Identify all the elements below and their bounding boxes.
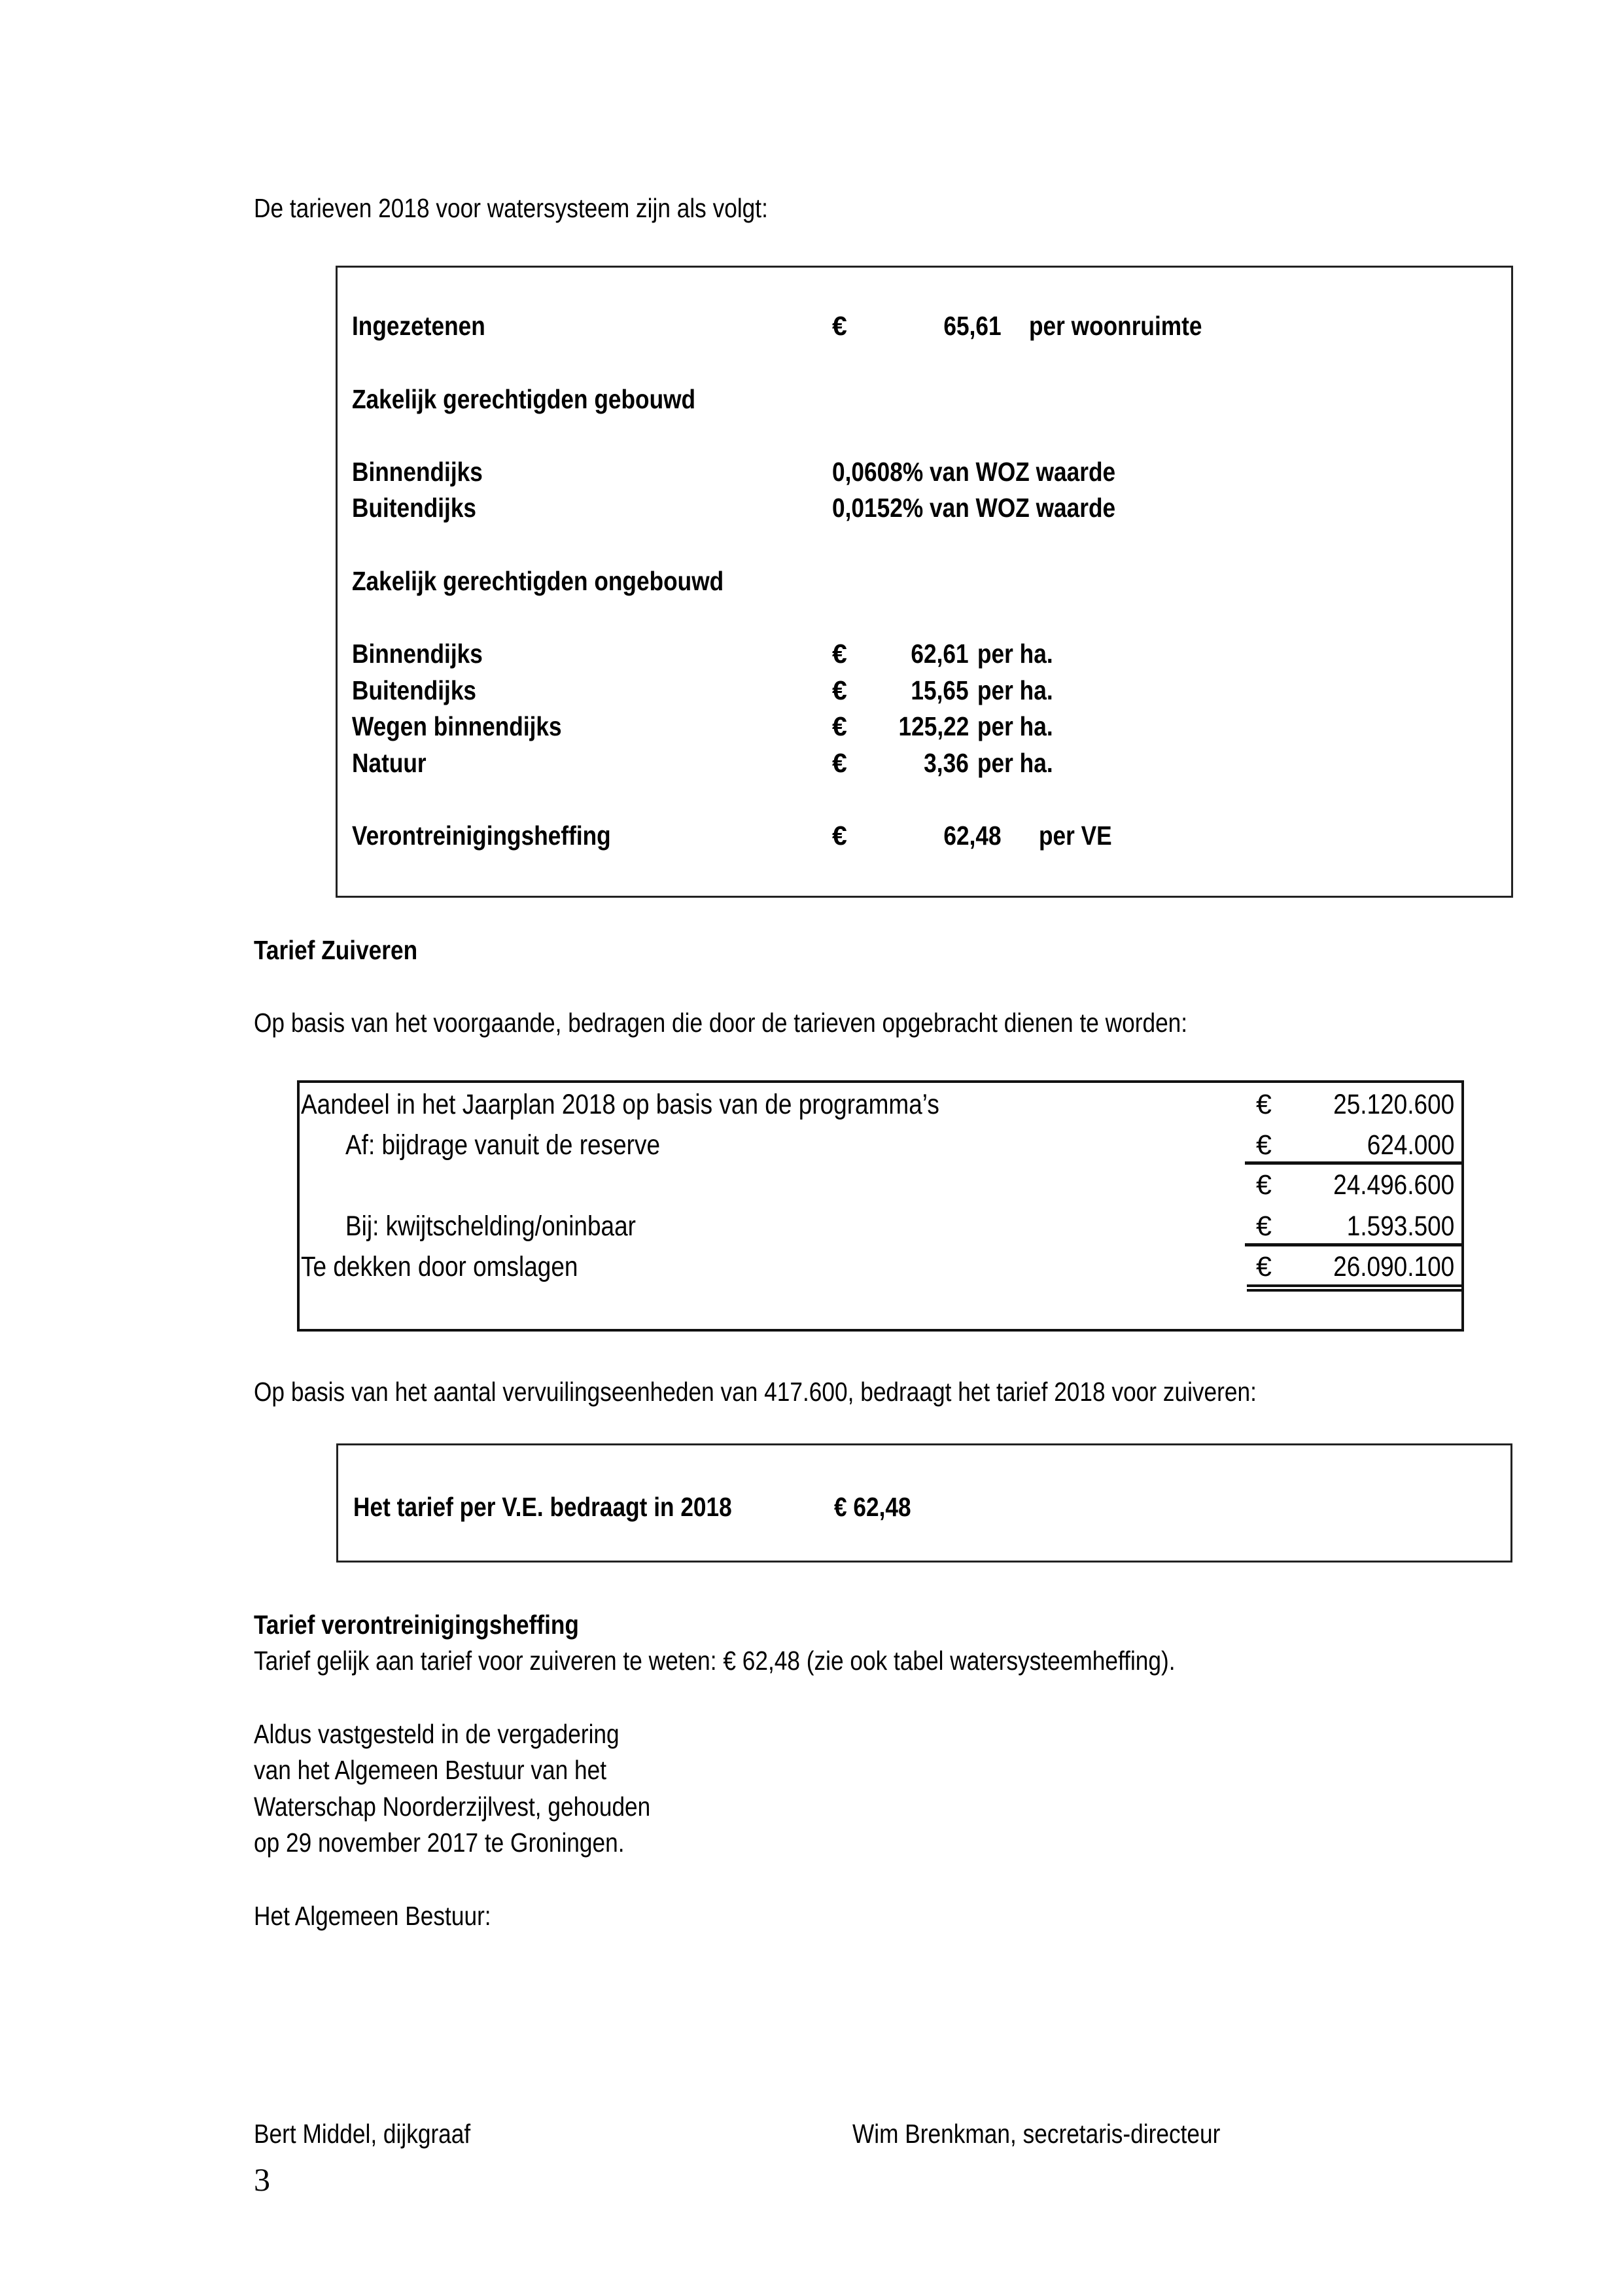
- verontreiniging-label: Verontreinigingsheffing: [352, 821, 611, 851]
- ongebouwd-natuur-label: Natuur: [352, 748, 427, 778]
- table-row-currency: €: [1256, 1251, 1272, 1282]
- table-row-amount: 24.496.600: [1333, 1169, 1454, 1201]
- table-row-label: Af: bijdrage vanuit de reserve: [345, 1129, 661, 1161]
- ingezetenen-unit: per woonruimte: [1029, 311, 1202, 341]
- gebouwd-binnendijks-label: Binnendijks: [352, 457, 483, 487]
- ingezetenen-amount: 65,61: [943, 311, 1002, 341]
- table-row-amount: 25.120.600: [1333, 1089, 1454, 1120]
- verontreiniging-amount: 62,48: [943, 821, 1002, 851]
- closing-line: Waterschap Noorderzijlvest, gehouden: [254, 1792, 651, 1822]
- ongebouwd-binnendijks-currency: €: [832, 639, 847, 669]
- closing-line: van het Algemeen Bestuur van het: [254, 1755, 607, 1785]
- ingezetenen-label: Ingezetenen: [352, 311, 485, 341]
- tarief-per-ve-value: € 62,48: [834, 1492, 911, 1522]
- verontreiniging-currency: €: [832, 821, 847, 851]
- ongebouwd-buitendijks-unit: per ha.: [977, 675, 1053, 705]
- table-row-amount: 1.593.500: [1346, 1210, 1454, 1242]
- gebouwd-heading: Zakelijk gerechtigden gebouwd: [352, 384, 696, 414]
- subtotal-rule: [1245, 1243, 1463, 1246]
- ongebouwd-heading: Zakelijk gerechtigden ongebouwd: [352, 566, 724, 596]
- ongebouwd-wegen-label: Wegen binnendijks: [352, 711, 562, 741]
- gebouwd-buitendijks-value: 0,0152% van WOZ waarde: [832, 493, 1116, 523]
- page-number: 3: [254, 2161, 270, 2198]
- verontreiniging-text: Tarief gelijk aan tarief voor zuiveren te weten: € 62,48 (zie ook tabel watersysteemheffing).: [254, 1646, 1176, 1676]
- signature-dijkgraaf: Bert Middel, dijkgraaf: [254, 2119, 471, 2149]
- table-row-label: Bij: kwijtschelding/oninbaar: [345, 1210, 637, 1242]
- table-row-amount: 624.000: [1367, 1129, 1454, 1161]
- zuiveren-heading: Tarief Zuiveren: [254, 935, 418, 965]
- ongebouwd-buitendijks-label: Buitendijks: [352, 675, 477, 705]
- ongebouwd-natuur-unit: per ha.: [977, 748, 1053, 778]
- ongebouwd-natuur-currency: €: [832, 748, 847, 778]
- verontreiniging-unit: per VE: [1039, 821, 1112, 851]
- table-row-currency: €: [1256, 1210, 1272, 1242]
- table-row-label: Aandeel in het Jaarplan 2018 op basis van de programma’s: [301, 1089, 939, 1120]
- intro-text: De tarieven 2018 voor watersysteem zijn als volgt:: [254, 193, 768, 223]
- subtotal-rule: [1245, 1161, 1463, 1165]
- gebouwd-binnendijks-value: 0,0608% van WOZ waarde: [832, 457, 1116, 487]
- ingezetenen-currency: €: [832, 311, 847, 341]
- ongebouwd-binnendijks-amount: 62,61: [911, 639, 969, 669]
- bestuur-label: Het Algemeen Bestuur:: [254, 1901, 491, 1931]
- table-row-currency: €: [1256, 1129, 1272, 1161]
- zuiveren-basis-text: Op basis van het aantal vervuilingseenheden van 417.600, bedraagt het tarief 2018 voor zuiveren:: [254, 1377, 1257, 1407]
- table-row-currency: €: [1256, 1169, 1272, 1201]
- ongebouwd-natuur-amount: 3,36: [924, 748, 969, 778]
- zuiveren-intro: Op basis van het voorgaande, bedragen die door de tarieven opgebracht dienen te worden:: [254, 1008, 1188, 1038]
- tarief-per-ve-label: Het tarief per V.E. bedraagt in 2018: [353, 1492, 732, 1522]
- table-row-currency: €: [1256, 1089, 1272, 1120]
- closing-line: op 29 november 2017 te Groningen.: [254, 1828, 625, 1858]
- ongebouwd-binnendijks-label: Binnendijks: [352, 639, 483, 669]
- ongebouwd-buitendijks-currency: €: [832, 675, 847, 705]
- ongebouwd-buitendijks-amount: 15,65: [911, 675, 969, 705]
- ongebouwd-wegen-unit: per ha.: [977, 711, 1053, 741]
- verontreiniging-heading: Tarief verontreinigingsheffing: [254, 1610, 579, 1640]
- gebouwd-buitendijks-label: Buitendijks: [352, 493, 477, 523]
- total-double-rule-bottom: [1247, 1289, 1463, 1292]
- signature-secretaris: Wim Brenkman, secretaris-directeur: [852, 2119, 1221, 2149]
- table-row-label: Te dekken door omslagen: [301, 1251, 578, 1282]
- total-double-rule-top: [1247, 1284, 1463, 1287]
- ongebouwd-wegen-amount: 125,22: [898, 711, 969, 741]
- ongebouwd-wegen-currency: €: [832, 711, 847, 741]
- closing-line: Aldus vastgesteld in de vergadering: [254, 1719, 620, 1749]
- table-row-amount: 26.090.100: [1333, 1251, 1454, 1282]
- ongebouwd-binnendijks-unit: per ha.: [977, 639, 1053, 669]
